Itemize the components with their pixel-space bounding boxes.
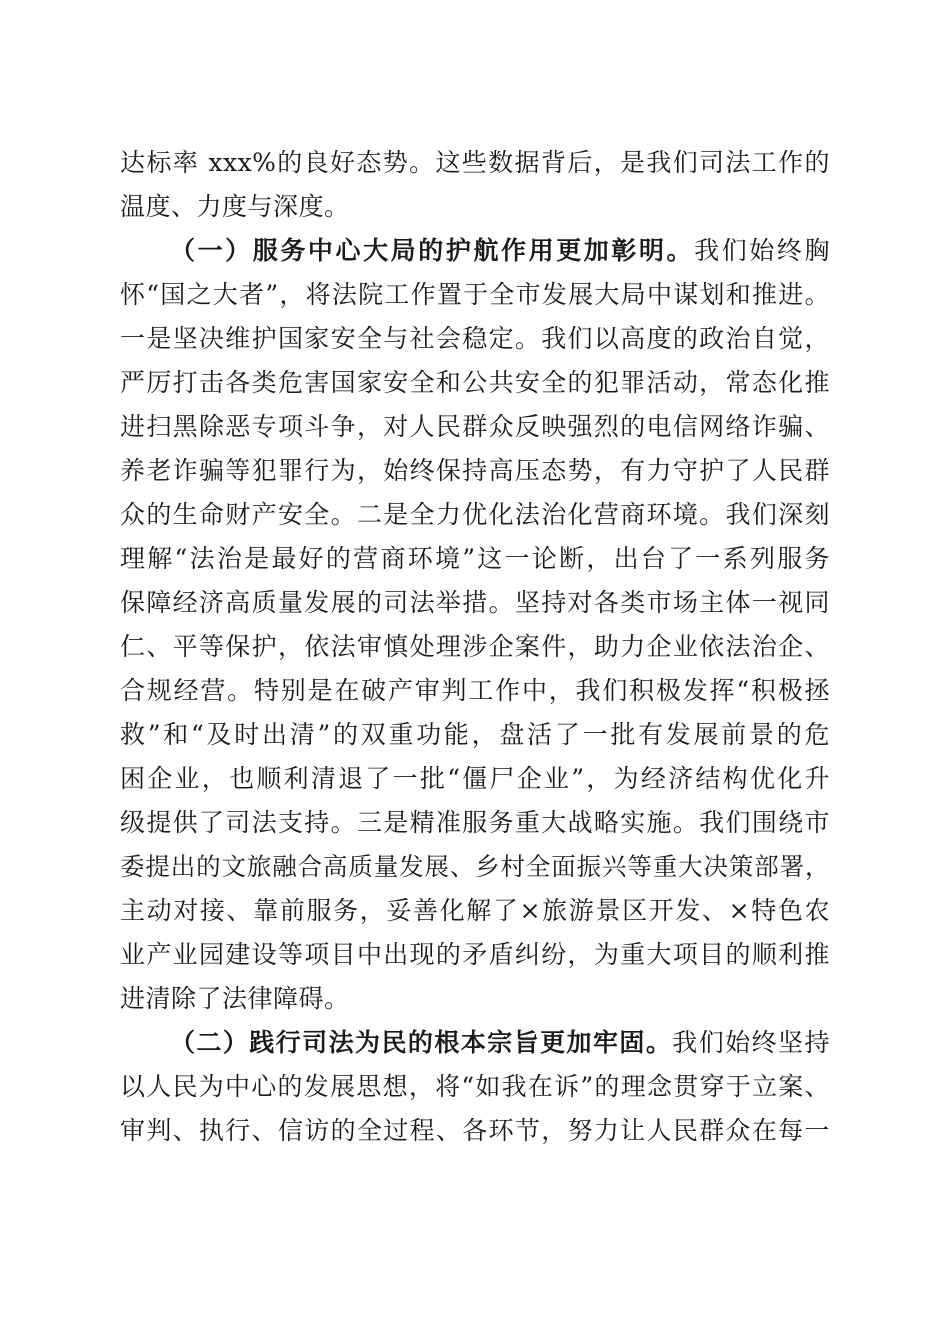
text-line: 保障经济高质量发展的司法举措。坚持对各类市场主体一视同 — [120, 588, 830, 617]
text-line: 严厉打击各类危害国家安全和公共安全的犯罪活动，常态化推 — [120, 368, 830, 397]
text-line: 委提出的文旅融合高质量发展、乡村全面振兴等重大决策部署， — [120, 852, 830, 881]
text-line: 以人民为中心的发展思想，将“如我在诉”的理念贯穿于立案、 — [120, 1072, 830, 1101]
section-body-text: 我们始终坚持 — [672, 1028, 830, 1057]
text-line: 理解“法治是最好的营商环境”这一论断，出台了一系列服务 — [120, 544, 830, 573]
text-line: 进扫黑除恶专项斗争，对人民群众反映强烈的电信网络诈骗、 — [120, 412, 830, 441]
section-heading-text: （一）服务中心大局的护航作用更加彰明。 — [170, 236, 695, 265]
text-line: 仁、平等保护，依法审慎处理涉企案件，助力企业依法治企、 — [120, 632, 830, 661]
section-body-text: 我们始终胸 — [694, 236, 830, 265]
text-line: 温度、力度与深度。 — [120, 192, 350, 221]
text-line: 困企业，也顺利清退了一批“僵尸企业”，为经济结构优化升 — [120, 764, 830, 793]
text-line: 级提供了司法支持。三是精准服务重大战略实施。我们围绕市 — [120, 808, 830, 837]
text-line: 业产业园建设等项目中出现的矛盾纠纷，为重大项目的顺利推 — [120, 940, 830, 969]
text-line: 一是坚决维护国家安全与社会稳定。我们以高度的政治自觉， — [120, 324, 830, 353]
text-line: 进清除了法律障碍。 — [120, 984, 350, 1013]
text-line: 众的生命财产安全。二是全力优化法治化营商环境。我们深刻 — [120, 500, 830, 529]
text-line: 主动对接、靠前服务，妥善化解了×旅游景区开发、×特色农 — [120, 896, 830, 925]
text-line: 达标率 xxx%的良好态势。这些数据背后，是我们司法工作的 — [120, 148, 830, 177]
text-line: 审判、执行、信访的全过程、各环节，努力让人民群众在每一 — [120, 1116, 830, 1145]
text-line: 怀“国之大者”，将法院工作置于全市发展大局中谋划和推进。 — [120, 280, 830, 309]
text-line: 合规经营。特别是在破产审判工作中，我们积极发挥“积极拯 — [120, 676, 830, 705]
text-line: 救”和“及时出清”的双重功能，盘活了一批有发展前景的危 — [120, 720, 830, 749]
section-heading-text: （二）践行司法为民的根本宗旨更加牢固。 — [170, 1028, 673, 1057]
section-heading-line — [170, 1021, 830, 1065]
section-heading-line — [170, 229, 830, 273]
text-line: 养老诈骗等犯罪行为，始终保持高压态势，有力守护了人民群 — [120, 456, 830, 485]
